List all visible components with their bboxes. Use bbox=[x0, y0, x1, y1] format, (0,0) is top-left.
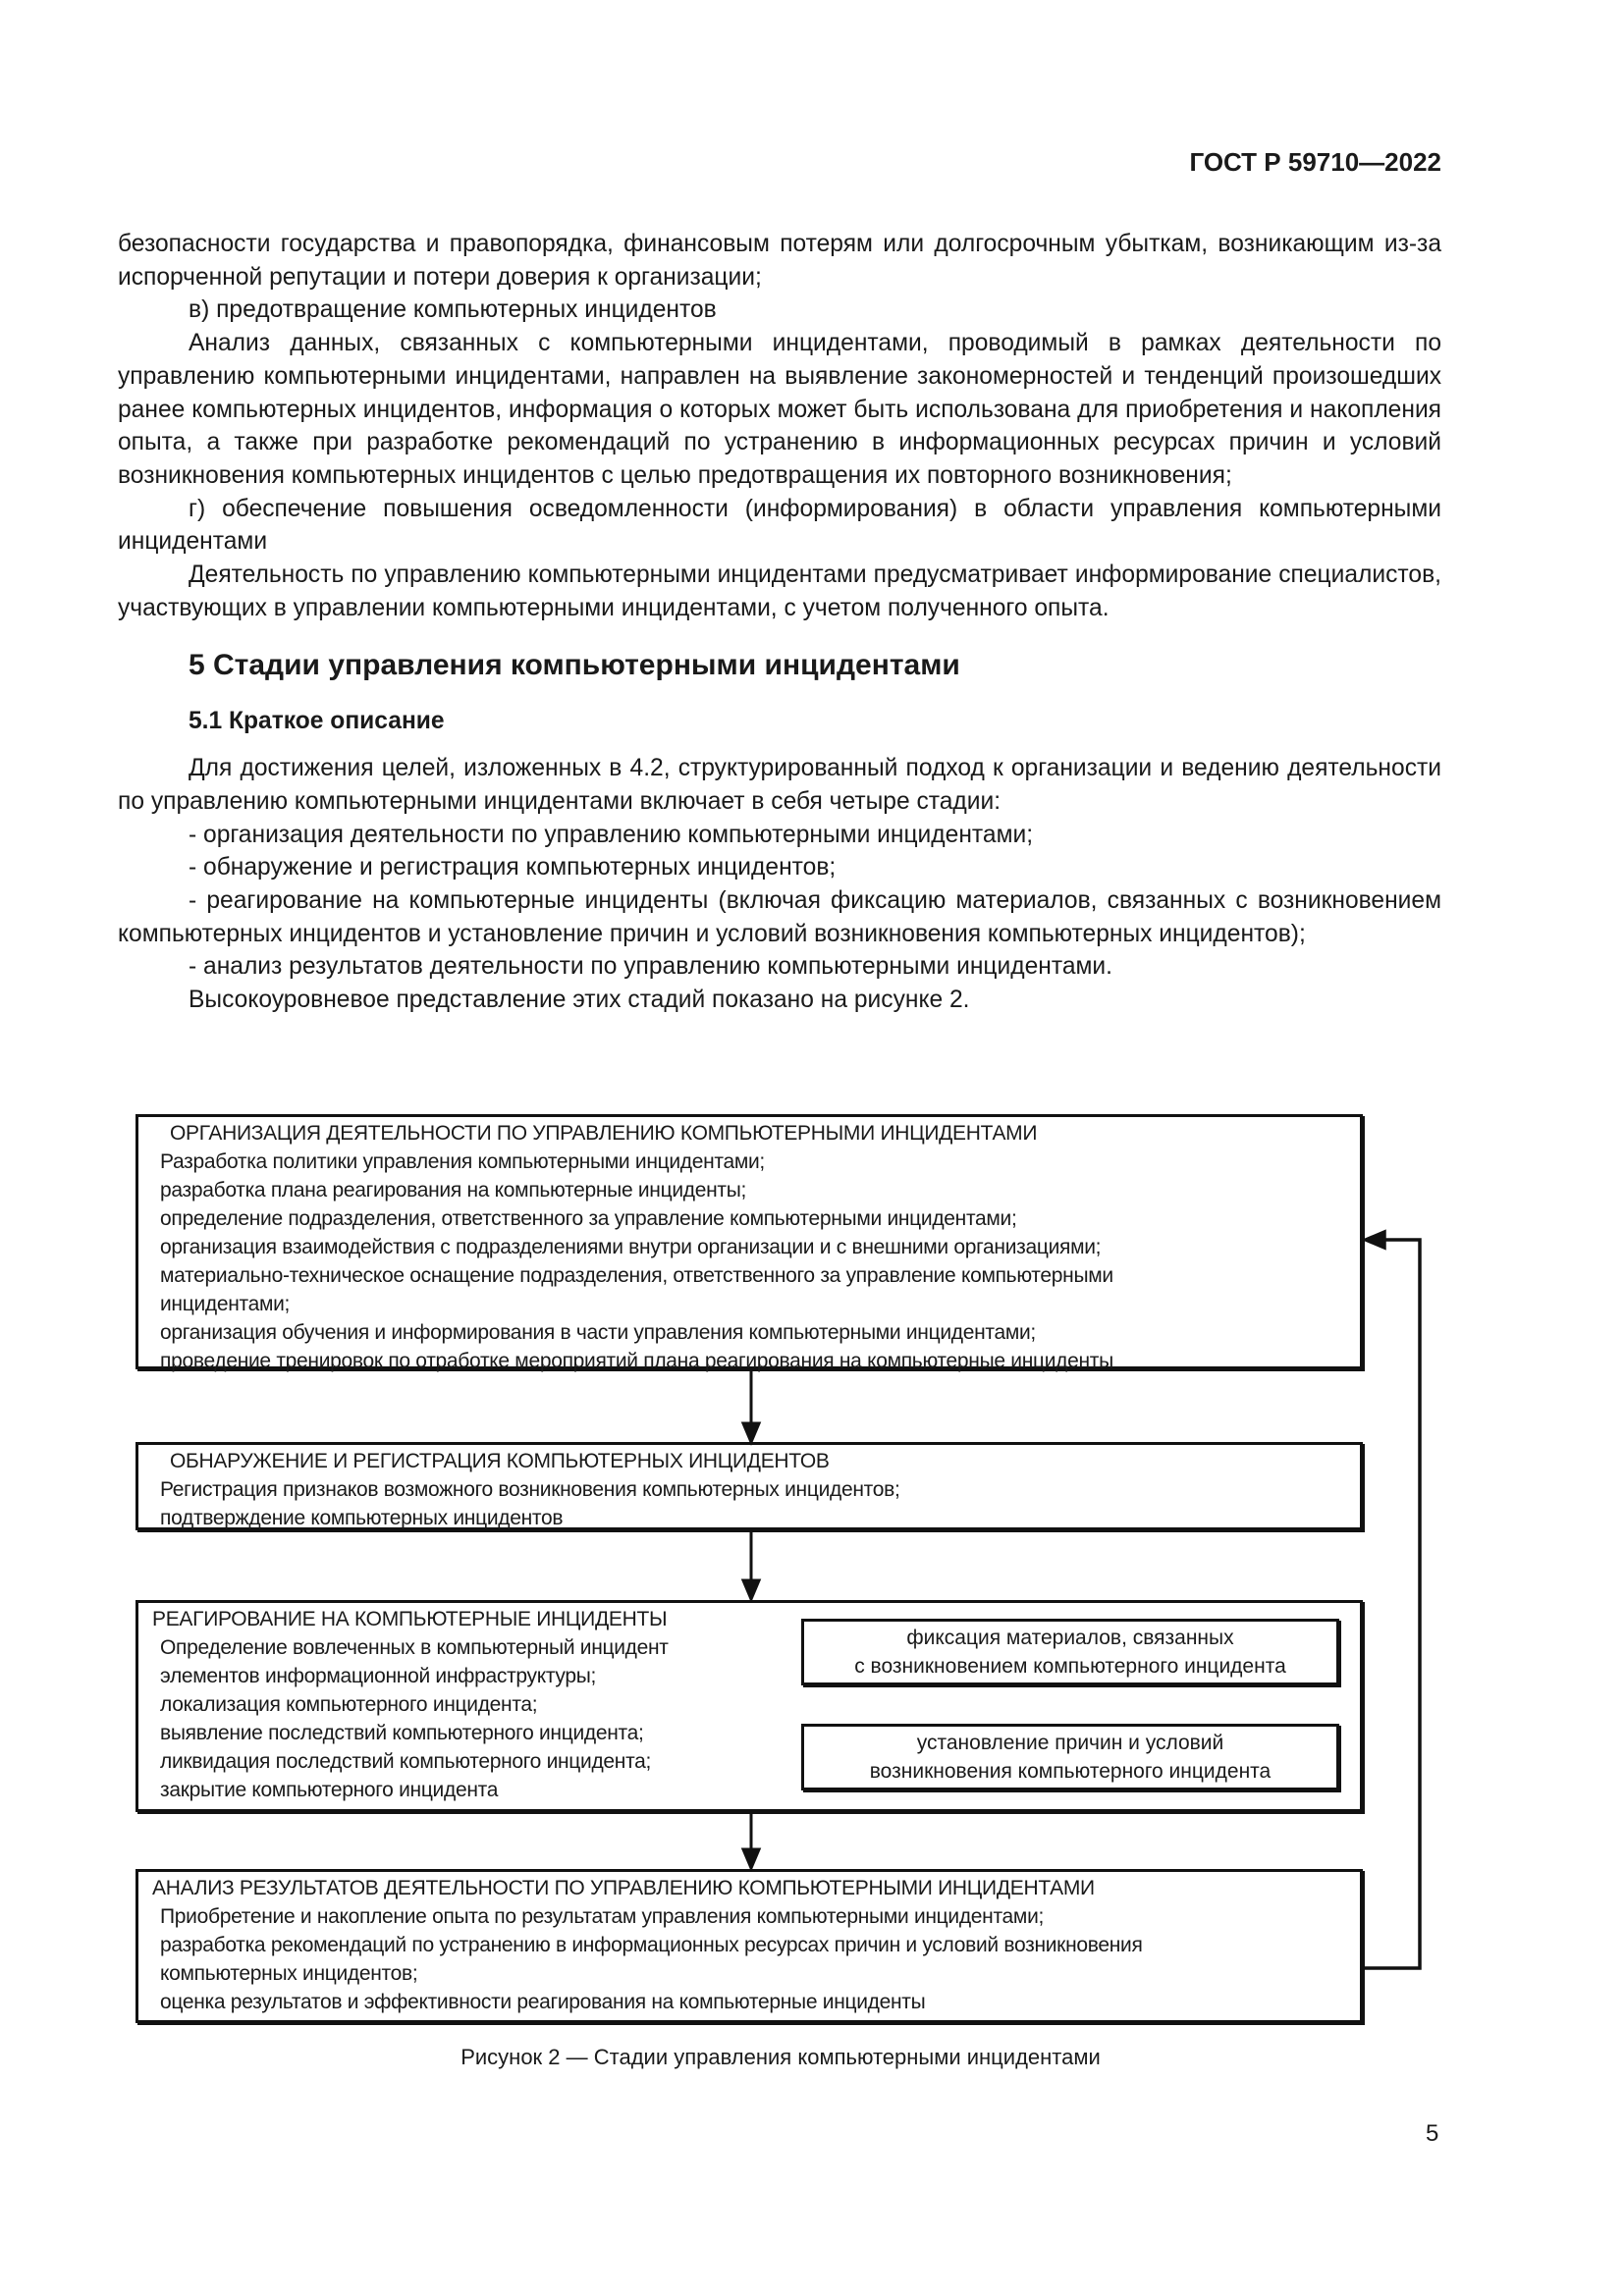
box-line: установление причин и условий bbox=[916, 1732, 1224, 1754]
subsection-heading: 5.1 Краткое описание bbox=[189, 708, 445, 735]
stage-line: закрытие компьютерного инцидента bbox=[160, 1779, 499, 1801]
stage-line: материально-техническое оснащение подразделения, ответственного за управление компьютерными bbox=[160, 1264, 1113, 1287]
down-arrow-icon bbox=[743, 1371, 759, 1868]
paragraph: Деятельность по управлению компьютерными инцидентами предусматривает информирование специалистов, участвующих в управлении компьютерными инцидентами, с учетом полученного опыта. bbox=[118, 561, 1441, 621]
stage-line: выявление последствий компьютерного инцидента; bbox=[160, 1722, 644, 1744]
stage-line: инцидентами; bbox=[160, 1293, 291, 1315]
stage-line: компьютерных инцидентов; bbox=[160, 1962, 418, 1985]
box-line: возникновения компьютерного инцидента bbox=[869, 1760, 1272, 1783]
stage-line: Регистрация признаков возможного возникновения компьютерных инцидентов; bbox=[160, 1478, 900, 1501]
stage-line: элементов информационной инфраструктуры; bbox=[160, 1665, 597, 1687]
box-line: с возникновением компьютерного инцидента bbox=[854, 1655, 1286, 1678]
document-id: ГОСТ Р 59710—2022 bbox=[1189, 147, 1441, 177]
stage-line: оценка результатов и эффективности реагирования на компьютерные инциденты bbox=[160, 1991, 926, 2013]
stage-title: ОБНАРУЖЕНИЕ И РЕГИСТРАЦИЯ КОМПЬЮТЕРНЫХ ИНЦИДЕНТОВ bbox=[170, 1450, 830, 1472]
stage-line: ликвидация последствий компьютерного инцидента; bbox=[160, 1750, 652, 1773]
list-item: - реагирование на компьютерные инциденты (включая фиксацию материалов, связанных с возникновением компьютерных инцидентов и установление причин и условий возникновения компьютерных инцидентов); bbox=[118, 886, 1441, 947]
paragraph: г) обеспечение повышения осведомленности (информирования) в области управления компьютерными инцидентами bbox=[118, 495, 1441, 556]
stage-line: Разработка политики управления компьютерными инцидентами; bbox=[160, 1150, 765, 1173]
stage-line: разработка плана реагирования на компьютерные инциденты; bbox=[160, 1179, 747, 1201]
stage-line: определение подразделения, ответственного за управление компьютерными инцидентами; bbox=[160, 1207, 1017, 1230]
stage-line: проведение тренировок по отработке мероприятий плана реагирования на компьютерные инциденты bbox=[160, 1350, 1113, 1372]
figure-caption: Рисунок 2 — Стадии управления компьютерными инцидентами bbox=[460, 2045, 1101, 2069]
paragraph: Для достижения целей, изложенных в 4.2, структурированный подход к организации и ведению деятельности по управлению компьютерными инцидентами включает в себя четыре стадии: bbox=[118, 755, 1441, 815]
stage-line: Приобретение и накопление опыта по результатам управления компьютерными инцидентами; bbox=[160, 1905, 1045, 1928]
stage-line: подтверждение компьютерных инцидентов bbox=[160, 1507, 564, 1529]
box-line: фиксация материалов, связанных bbox=[906, 1627, 1234, 1649]
paragraph: безопасности государства и правопорядка, финансовым потерям или долгосрочным убыткам, возникающим из-за испорченной репутации и потери доверия к организации; bbox=[118, 231, 1441, 291]
paragraph: Высокоуровневое представление этих стадий показано на рисунке 2. bbox=[189, 987, 970, 1014]
stage-title: РЕАГИРОВАНИЕ НА КОМПЬЮТЕРНЫЕ ИНЦИДЕНТЫ bbox=[152, 1608, 668, 1630]
stage-line: локализация компьютерного инцидента; bbox=[160, 1693, 538, 1716]
stage-line: организация взаимодействия с подразделениями внутри организации и с внешними организациями; bbox=[160, 1236, 1102, 1258]
feedback-arrow-icon bbox=[1365, 1232, 1420, 1968]
page-number: 5 bbox=[1426, 2120, 1439, 2147]
stage-line: разработка рекомендаций по устранению в информационных ресурсах причин и условий возникновения bbox=[160, 1934, 1143, 1956]
list-item: - анализ результатов деятельности по управлению компьютерными инцидентами. bbox=[189, 953, 1112, 981]
list-item: - обнаружение и регистрация компьютерных инцидентов; bbox=[189, 854, 837, 881]
stage-title: ОРГАНИЗАЦИЯ ДЕЯТЕЛЬНОСТИ ПО УПРАВЛЕНИЮ КОМПЬЮТЕРНЫМИ ИНЦИДЕНТАМИ bbox=[170, 1122, 1038, 1145]
paragraph: в) предотвращение компьютерных инцидентов bbox=[189, 296, 717, 324]
stage-title: АНАЛИЗ РЕЗУЛЬТАТОВ ДЕЯТЕЛЬНОСТИ ПО УПРАВЛЕНИЮ КОМПЬЮТЕРНЫМИ ИНЦИДЕНТАМИ bbox=[152, 1877, 1095, 1899]
paragraph: Анализ данных, связанных с компьютерными инцидентами, проводимый в рамках деятельности по управлению компьютерными инцидентами, направлен на выявление закономерностей и тенденций произошедших ранее компьютерных инцидентов, информация о которых может быть использована для приобретения и накопления опыта, а также при разработке рекомендаций по устранению в информационных ресурсах причин и условий возникновения компьютерных инцидентов с целью предотвращения их повторного возникновения; bbox=[118, 330, 1441, 489]
list-item: - организация деятельности по управлению компьютерными инцидентами; bbox=[189, 821, 1034, 848]
stage-line: организация обучения и информирования в части управления компьютерными инцидентами; bbox=[160, 1321, 1036, 1344]
section-heading: 5 Стадии управления компьютерными инцидентами bbox=[189, 649, 960, 682]
stage-line: Определение вовлеченных в компьютерный инцидент bbox=[160, 1636, 669, 1659]
